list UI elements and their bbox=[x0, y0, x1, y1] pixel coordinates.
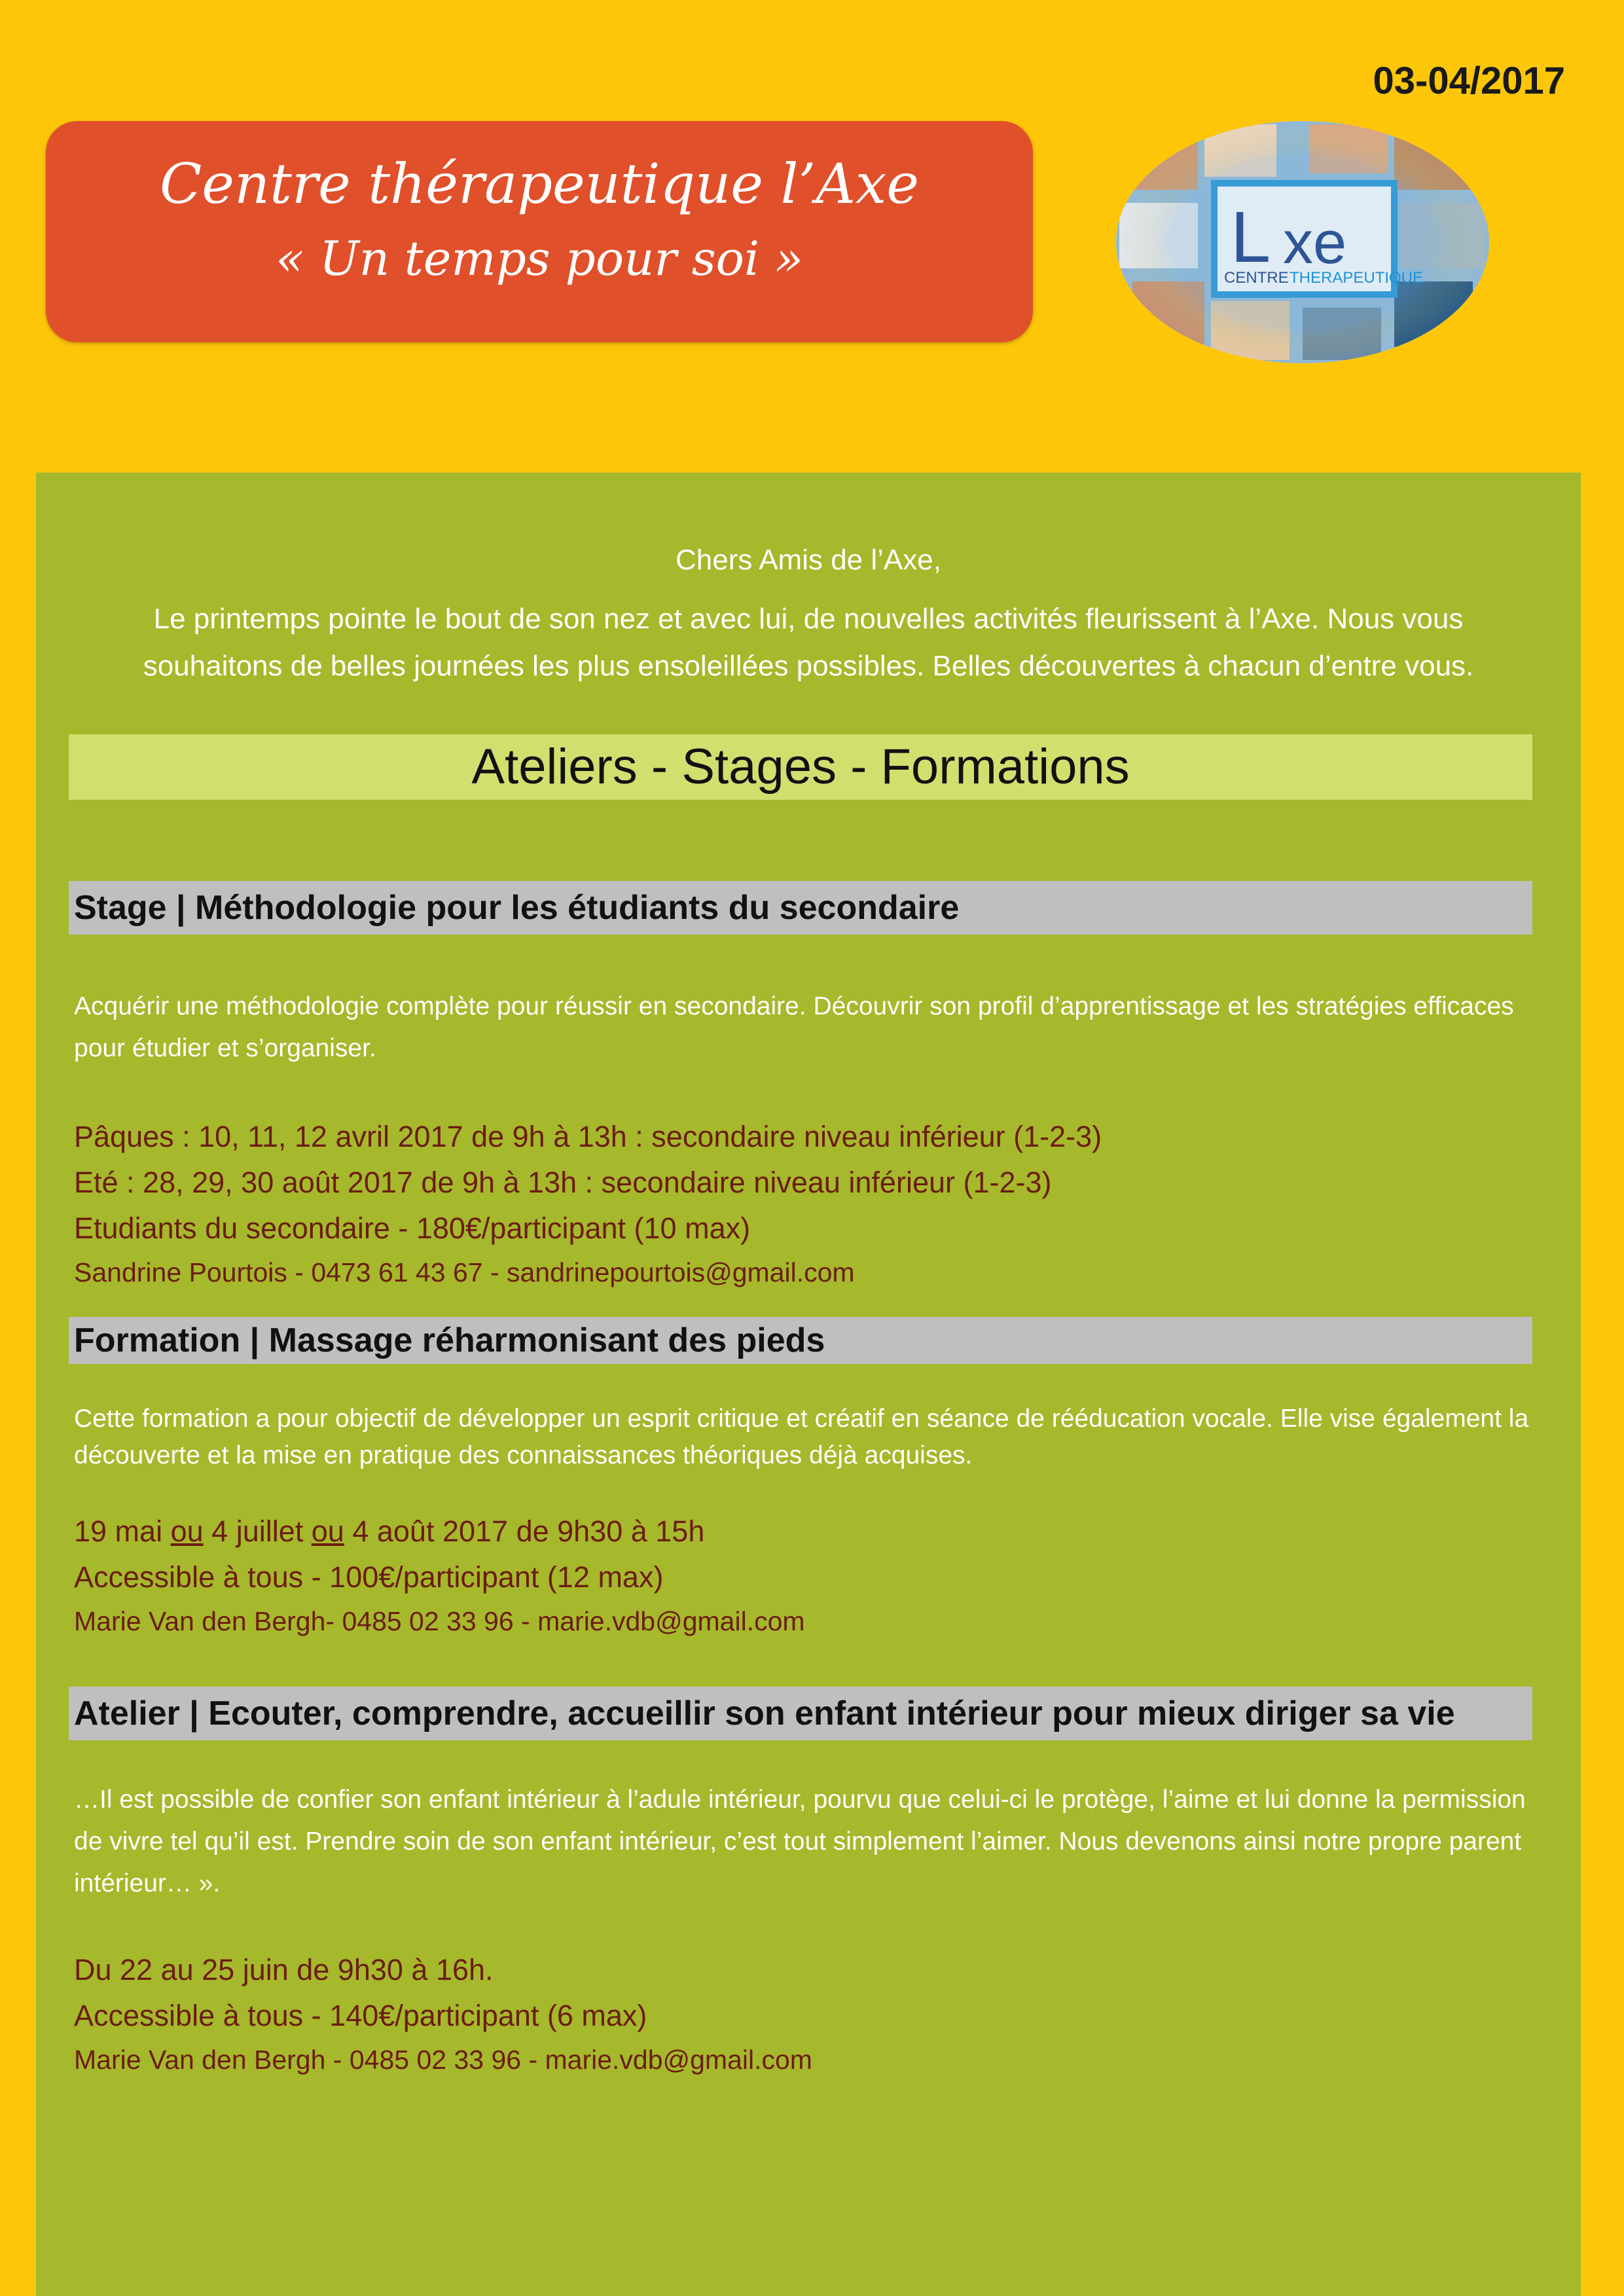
newsletter-date: 03-04/2017 bbox=[1373, 60, 1565, 102]
event-details bbox=[74, 1114, 1547, 1293]
event-contact: Marie Van den Bergh - 0485 02 33 96 - marie.vdb@gmail.com bbox=[74, 2045, 812, 2075]
event-description: Acquérir une méthodologie complète pour réussir en secondaire. Découvrir son profil d’apprentissage et les stratégies efficaces pour étudier et s’organiser. bbox=[74, 992, 1514, 1062]
event-price-line: Accessible à tous - 100€/participant (12 max) bbox=[74, 1560, 664, 1594]
event-price-line: Etudiants du secondaire - 180€/participant (10 max) bbox=[74, 1211, 751, 1245]
logo-caption-b: THERAPEUTIQUE bbox=[1290, 269, 1424, 287]
event-details bbox=[74, 1947, 1547, 2081]
event-date-line: Du 22 au 25 juin de 9h30 à 16h. bbox=[74, 1953, 494, 1986]
intro bbox=[36, 537, 1581, 690]
event-contact: Marie Van den Bergh- 0485 02 33 96 - marie.vdb@gmail.com bbox=[74, 1606, 805, 1636]
event-or-word: ou bbox=[311, 1515, 344, 1548]
intro-greeting: Chers Amis de l’Axe, bbox=[676, 544, 941, 576]
event-contact: Sandrine Pourtois - 0473 61 43 67 - sandrinepourtois@gmail.com bbox=[74, 1257, 855, 1287]
intro-text: Le printemps pointe le bout de son nez et avec lui, de nouvelles activités fleurissent à l’Axe. Nous vous souhaitons de belles journées les plus ensoleillées possibles. Belles découvertes à chacun d’entre vous. bbox=[143, 603, 1474, 682]
event-heading-formation: Formation | Massage réharmonisant des pieds bbox=[69, 1317, 1532, 1364]
event-date-line: Pâques : 10, 11, 12 avril 2017 de 9h à 13h : secondaire niveau inférieur (1-2-3) bbox=[74, 1120, 1102, 1153]
logo-word: xe bbox=[1283, 209, 1347, 276]
event-heading-atelier: Atelier | Ecouter, comprendre, accueillir son enfant intérieur pour mieux diriger sa vie bbox=[69, 1687, 1532, 1740]
header-banner bbox=[46, 121, 1033, 342]
event-description: …Il est possible de confier son enfant intérieur à l’adule intérieur, pourvu que celui-ci le protège, l’aime et lui donne la permission de vivre tel qu’il est. Prendre soin de son enfant intérieur, c’est tout simplement l’aimer. Nous devenons ainsi notre propre parent intérieur… ». bbox=[74, 1785, 1526, 1897]
section-title: Ateliers - Stages - Formations bbox=[69, 734, 1532, 800]
event-date-option: 19 mai bbox=[74, 1515, 163, 1548]
event-description: Cette formation a pour objectif de développer un esprit critique et créatif en séance de rééducation vocale. Elle vise également la découverte et la mise en pratique des connaissances théoriques déjà acquises. bbox=[74, 1405, 1529, 1469]
event-price-line: Accessible à tous - 140€/participant (6 max) bbox=[74, 1999, 647, 2032]
centre-logo bbox=[1113, 118, 1492, 367]
event-heading-stage: Stage | Méthodologie pour les étudiants du secondaire bbox=[69, 881, 1532, 935]
event-date-option: 4 août 2017 de 9h30 à 15h bbox=[352, 1515, 705, 1548]
banner-title: Centre thérapeutique l’Axe bbox=[159, 152, 919, 216]
event-date-line: Eté : 28, 29, 30 août 2017 de 9h à 13h : secondaire niveau inférieur (1-2-3) bbox=[74, 1166, 1052, 1199]
event-date-line bbox=[74, 1509, 1547, 1554]
content-panel bbox=[36, 473, 1581, 2296]
event-details bbox=[74, 1509, 1547, 1642]
logo-letter: L bbox=[1231, 197, 1271, 278]
banner-subtitle: « Un temps pour soi » bbox=[276, 230, 803, 286]
logo-caption-a: CENTRE bbox=[1224, 269, 1289, 287]
event-or-word: ou bbox=[170, 1515, 204, 1548]
event-date-option: 4 juillet bbox=[211, 1515, 304, 1548]
